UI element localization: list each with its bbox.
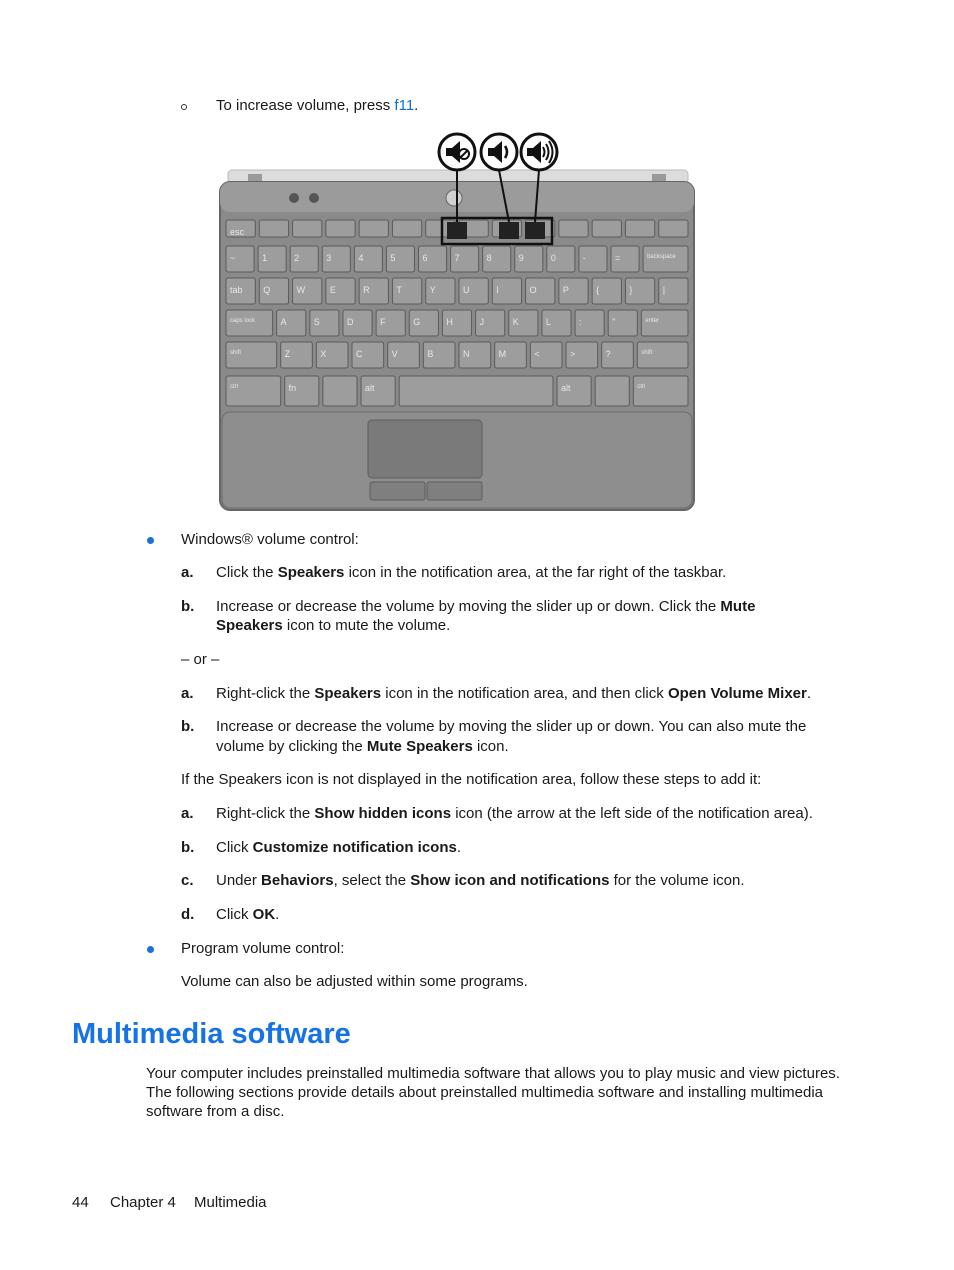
keyboard-key-label: U xyxy=(463,285,470,295)
keyboard-key-label: J xyxy=(479,317,485,327)
step-b-text-line1: Increase or decrease the volume by moving the slider up or down. Click the Mute xyxy=(216,598,756,615)
keyboard-key-label: caps lock xyxy=(230,318,256,324)
keyboard-key-label: 5 xyxy=(390,253,396,263)
keyboard-key-label: } xyxy=(629,285,633,295)
keyboard-key-label: P xyxy=(562,285,569,295)
program-volume-text: Volume can also be adjusted within some programs. xyxy=(181,973,528,990)
step-label: c. xyxy=(181,872,194,889)
keyboard-key-label: | xyxy=(662,285,666,295)
keyboard-key-label: 9 xyxy=(518,253,524,263)
keyboard-key-label: I xyxy=(496,285,499,295)
keyboard-key xyxy=(359,220,388,237)
keyboard-key-label: 8 xyxy=(486,253,492,263)
keyboard-key xyxy=(326,220,355,237)
keyboard-key xyxy=(259,220,288,237)
program-volume-heading: Program volume control: xyxy=(181,940,345,957)
step-label: b. xyxy=(181,598,195,615)
increase-volume-tail: . xyxy=(414,97,419,114)
step-b3-text: Click Customize notification icons. xyxy=(216,839,462,856)
footer-chapter-title: Multimedia xyxy=(194,1194,267,1211)
keyboard-key-label: 3 xyxy=(326,253,332,263)
keyboard-key-label: 1 xyxy=(262,253,268,263)
keyboard-key xyxy=(633,376,688,406)
step-label: a. xyxy=(181,685,194,702)
if-speakers-text: If the Speakers icon is not displayed in the notification area, follow these steps to add it: xyxy=(181,771,762,788)
keyboard-key-label: ctrl xyxy=(637,384,646,390)
step-b2-text-line1: Increase or decrease the volume by moving the slider up or down. You can also mute the xyxy=(216,718,807,735)
keyboard-key-label: Q xyxy=(263,285,271,295)
section-paragraph-line1: Your computer includes preinstalled multimedia software that allows you to play music and view pictures. xyxy=(146,1065,840,1082)
mute-speaker-icon xyxy=(437,132,473,168)
step-label: a. xyxy=(181,805,194,822)
keyboard-key xyxy=(392,220,421,237)
volume-down-icon xyxy=(479,132,515,168)
keyboard-key-label: F xyxy=(380,317,386,327)
keyboard-key-label: B xyxy=(427,349,434,359)
step-label: b. xyxy=(181,718,195,735)
increase-volume-lead: To increase volume, press xyxy=(216,97,395,114)
bullet-marker xyxy=(147,946,154,953)
footer-chapter: Chapter 4 xyxy=(110,1194,176,1211)
step-a-text: Click the Speakers icon in the notification area, at the far right of the taskbar. xyxy=(216,564,727,581)
keyboard-key-label: X xyxy=(320,349,327,359)
keyboard-key-label: = xyxy=(614,253,621,263)
keyboard-key-label: backspace xyxy=(647,254,676,260)
windows-volume-heading: Windows® volume control: xyxy=(181,531,359,548)
keyboard-key-label: 0 xyxy=(550,253,556,263)
step-label: b. xyxy=(181,839,195,856)
section-heading: Multimedia software xyxy=(72,1018,351,1050)
keyboard-key-label: N xyxy=(463,349,470,359)
f11-key-link[interactable]: f11 xyxy=(394,97,415,114)
step-b-text-line2: Speakers icon to mute the volume. xyxy=(216,617,451,634)
keyboard-key xyxy=(595,376,629,406)
keyboard-key-label: G xyxy=(413,317,421,327)
step-c3-text: Under Behaviors, select the Show icon and notifications for the volume icon. xyxy=(216,872,745,889)
keyboard-key-label: esc xyxy=(230,227,245,237)
keyboard-key-label: fn xyxy=(288,383,297,393)
keyboard-key-label: A xyxy=(280,317,287,327)
keyboard-key xyxy=(226,376,281,406)
keyboard-key-label: Y xyxy=(429,285,436,295)
keyboard-key xyxy=(659,220,688,237)
step-label: d. xyxy=(181,906,195,923)
keyboard-key-label: alt xyxy=(560,383,571,393)
keyboard-key-label: ~ xyxy=(230,253,236,263)
page-number: 44 xyxy=(72,1194,89,1211)
sub-bullet-marker xyxy=(181,104,187,110)
keyboard-key-label: V xyxy=(391,349,398,359)
keyboard-key-label: T xyxy=(396,285,402,295)
keyboard-key-label: 4 xyxy=(358,253,364,263)
keyboard-key-label: K xyxy=(512,317,519,327)
keyboard-key xyxy=(625,220,654,237)
keyboard-key-label: M xyxy=(498,349,507,359)
step-b2-text-line2: volume by clicking the Mute Speakers icon. xyxy=(216,738,509,755)
keyboard-key xyxy=(592,220,621,237)
step-a2-text: Right-click the Speakers icon in the notification area, and then click Open Volume Mixer. xyxy=(216,685,812,702)
keyboard-key-label: ? xyxy=(605,349,611,359)
keyboard-key xyxy=(323,376,357,406)
section-paragraph-line2: The following sections provide details about preinstalled multimedia software and installing multimedia xyxy=(146,1084,824,1101)
keyboard-key-label: 6 xyxy=(422,253,428,263)
keyboard-key-label: shift xyxy=(230,350,242,356)
or-separator: – or – xyxy=(181,651,220,668)
keyboard-key-label: W xyxy=(296,285,306,295)
keyboard-key-label: : xyxy=(579,317,582,327)
increase-volume-text xyxy=(216,96,418,115)
keyboard-key-label: { xyxy=(596,285,600,295)
keyboard-key xyxy=(559,220,588,237)
keyboard-key-label: H xyxy=(446,317,453,327)
keyboard-key-label: " xyxy=(612,317,616,327)
keyboard-key-label: tab xyxy=(230,285,243,295)
keyboard-svg xyxy=(218,130,696,512)
keyboard-key-label: < xyxy=(534,349,540,359)
keyboard-key xyxy=(399,376,553,406)
keyboard-key-label: L xyxy=(545,317,551,327)
keyboard-key-label: shift xyxy=(641,350,653,356)
keyboard-key-label: Z xyxy=(284,349,291,359)
keyboard-key-label: C xyxy=(356,349,363,359)
keyboard-key-label: enter xyxy=(645,318,660,324)
section-paragraph-line3: software from a disc. xyxy=(146,1103,285,1120)
keyboard-key-label: ctrl xyxy=(230,384,238,390)
step-d3-text: Click OK. xyxy=(216,906,280,923)
keyboard-key-label: E xyxy=(329,285,336,295)
keyboard-illustration xyxy=(218,130,696,512)
keyboard-key xyxy=(293,220,322,237)
keyboard-key-label: alt xyxy=(365,383,375,393)
volume-up-icon xyxy=(519,132,555,168)
keyboard-key-label: 7 xyxy=(454,253,460,263)
keyboard-key-label: S xyxy=(313,317,320,327)
keyboard-key-label: 2 xyxy=(294,253,300,263)
keyboard-key-label: R xyxy=(363,285,370,295)
bullet-marker xyxy=(147,537,154,544)
step-label: a. xyxy=(181,564,194,581)
keyboard-key-label: D xyxy=(346,317,354,327)
step-a3-text: Right-click the Show hidden icons icon (the arrow at the left side of the notification area). xyxy=(216,805,813,822)
keyboard-key-label: - xyxy=(582,253,586,263)
keyboard-key-label: > xyxy=(570,349,576,359)
keyboard-key-label: O xyxy=(529,285,537,295)
keyboard-keys xyxy=(226,220,688,406)
